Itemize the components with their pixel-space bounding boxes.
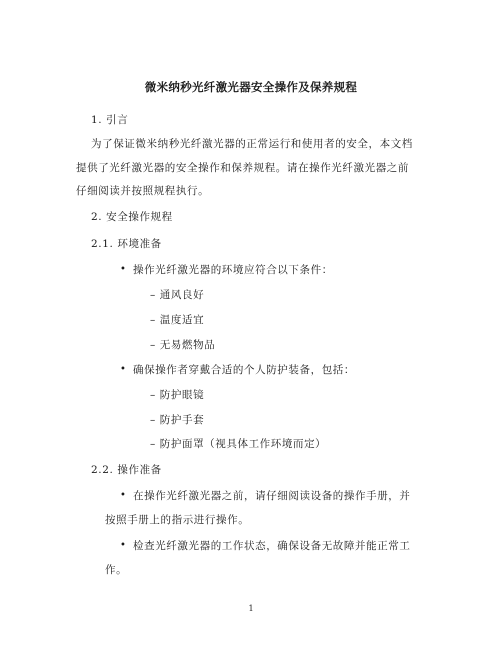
sub-item-ventilation: – 通风良好	[150, 289, 205, 301]
section-1-heading: 1. 引言	[91, 114, 129, 126]
sub-item-face-shield: – 防护面罩（视具体工作环境而定）	[150, 438, 327, 450]
page-number: 1	[248, 604, 254, 613]
bullet-read-manual-line-1: 在操作光纤激光器之前，请仔细阅读设备的操作手册，并	[133, 490, 411, 502]
bullet-environment-conditions: 操作光纤激光器的环境应符合以下条件：	[133, 264, 333, 276]
section-2-1-heading: 2.1. 环境准备	[91, 238, 162, 250]
document-title: 微米纳秒光纤激光器安全操作及保养规程	[144, 80, 358, 94]
bullet-read-manual-line-2: 按照手册上的指示进行操作。	[105, 514, 250, 526]
sub-item-gloves: – 防护手套	[150, 414, 205, 426]
bullet-marker: •	[120, 540, 126, 551]
bullet-marker: •	[120, 364, 126, 375]
bullet-marker: •	[120, 490, 126, 501]
bullet-check-status-line-2: 作。	[105, 564, 128, 576]
section-1-body-line-2: 提供了光纤激光器的安全操作和保养规程。请在操作光纤激光器之前	[76, 162, 409, 174]
section-2-2-heading: 2.2. 操作准备	[91, 464, 162, 476]
sub-item-no-flammables: – 无易燃物品	[150, 339, 216, 351]
bullet-marker: •	[120, 264, 126, 275]
section-1-body-line-3: 仔细阅读并按照规程执行。	[76, 185, 210, 197]
bullet-check-status-line-1: 检查光纤激光器的工作状态，确保设备无故障并能正常工	[133, 540, 411, 552]
sub-item-goggles: – 防护眼镜	[150, 389, 205, 401]
bullet-protective-equipment: 确保操作者穿戴合适的个人防护装备，包括：	[133, 364, 355, 376]
section-2-heading: 2. 安全操作规程	[91, 211, 173, 223]
sub-item-temperature: – 温度适宜	[150, 314, 205, 326]
section-1-body-line-1: 为了保证微米纳秒光纤激光器的正常运行和使用者的安全，本文档	[91, 138, 413, 150]
